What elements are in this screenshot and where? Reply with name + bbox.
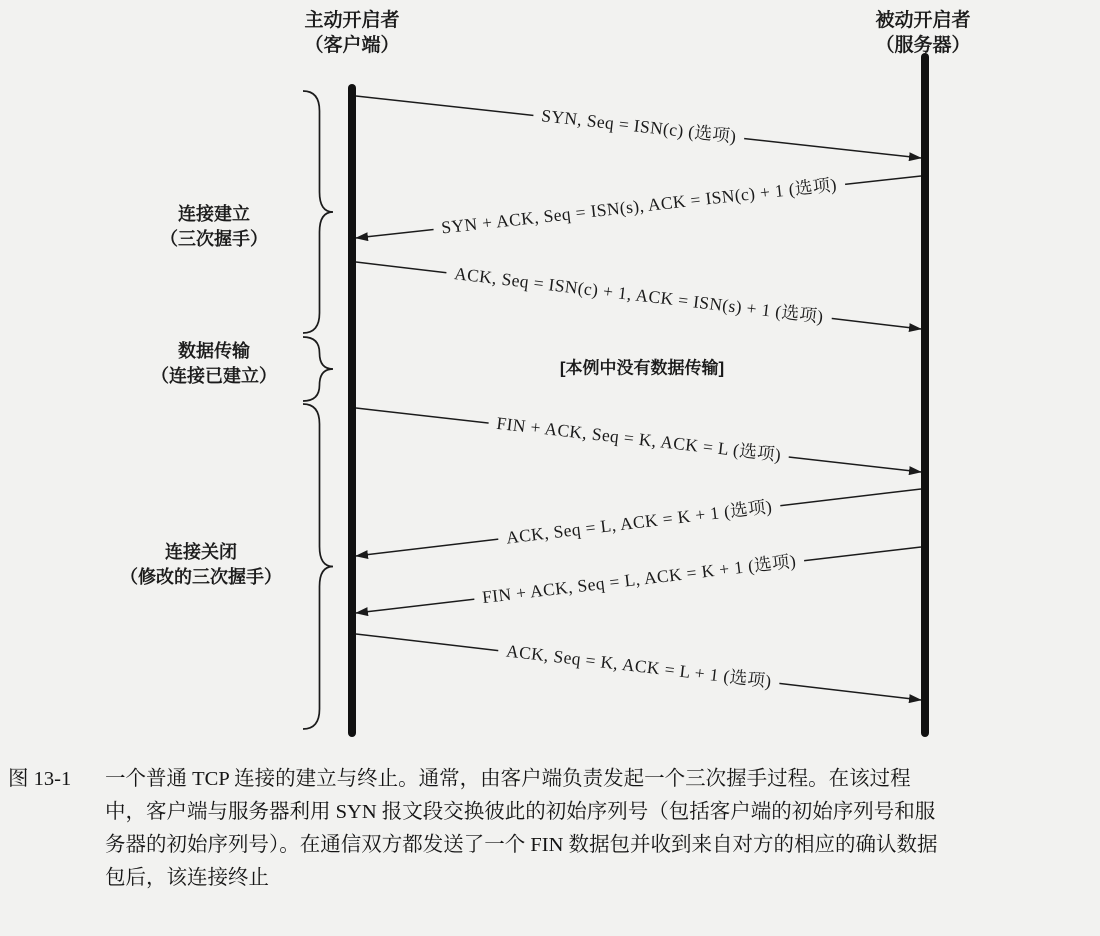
caption-line: 包后，该连接终止 (105, 867, 269, 889)
caption-line: 务器的初始序列号）。在通信双方都发送了一个 FIN 数据包并收到来自对方的相应的确认数据 (105, 834, 938, 856)
phase-label-termination (120, 540, 282, 590)
no-data-note: [本例中没有数据传输] (559, 358, 725, 378)
phase-label-data-transfer (151, 339, 277, 389)
message-label: FIN + ACK, Seq = K, ACK = L (选项) (487, 408, 790, 469)
phase-subtitle: （三次握手） (160, 229, 268, 249)
server-role: 被动开启者 (875, 10, 971, 31)
caption-line: 中，客户端与服务器利用 SYN 报文段交换彼此的初始序列号（包括客户端的初始序列号和服 (105, 801, 936, 823)
message-label: SYN, Seq = ISN(c) (选项) (532, 100, 746, 150)
message-label: FIN + ACK, Seq = L, ACK = K + 1 (选项) (472, 546, 805, 611)
caption-line: 一个普通 TCP 连接的建立与终止。通常，由客户端负责发起一个三次握手过程。在该过程 (105, 768, 911, 790)
client-name: （客户端） (304, 35, 400, 56)
message-label: ACK, Seq = K, ACK = L + 1 (选项) (496, 636, 780, 696)
message-label: ACK, Seq = ISN(c) + 1, ACK = ISN(s) + 1 (选项) (444, 258, 832, 330)
phase-label-establishment (160, 202, 268, 252)
figure-number: 图 13-1 (8, 768, 72, 790)
server-name: （服务器） (875, 35, 971, 56)
lifelines (352, 57, 925, 733)
phase-brace (303, 337, 333, 401)
phase-brace (303, 404, 333, 729)
phase-title: 连接关闭 (165, 542, 237, 562)
client-role: 主动开启者 (304, 10, 400, 31)
phase-braces (303, 91, 333, 729)
message-label: SYN + ACK, Seq = ISN(s), ACK = ISN(c) + 1 (选项) (431, 169, 845, 241)
caption-text (105, 763, 1090, 895)
server-endpoint-label (875, 8, 970, 58)
phase-subtitle: （连接已建立） (151, 366, 277, 386)
phase-title: 数据传输 (178, 341, 250, 361)
phase-subtitle: （修改的三次握手） (120, 567, 282, 587)
phase-brace (303, 91, 333, 333)
figure-caption (8, 763, 1090, 895)
message-label: ACK, Seq = L, ACK = K + 1 (选项) (496, 491, 781, 551)
client-endpoint-label (304, 8, 399, 58)
phase-title: 连接建立 (178, 204, 250, 224)
